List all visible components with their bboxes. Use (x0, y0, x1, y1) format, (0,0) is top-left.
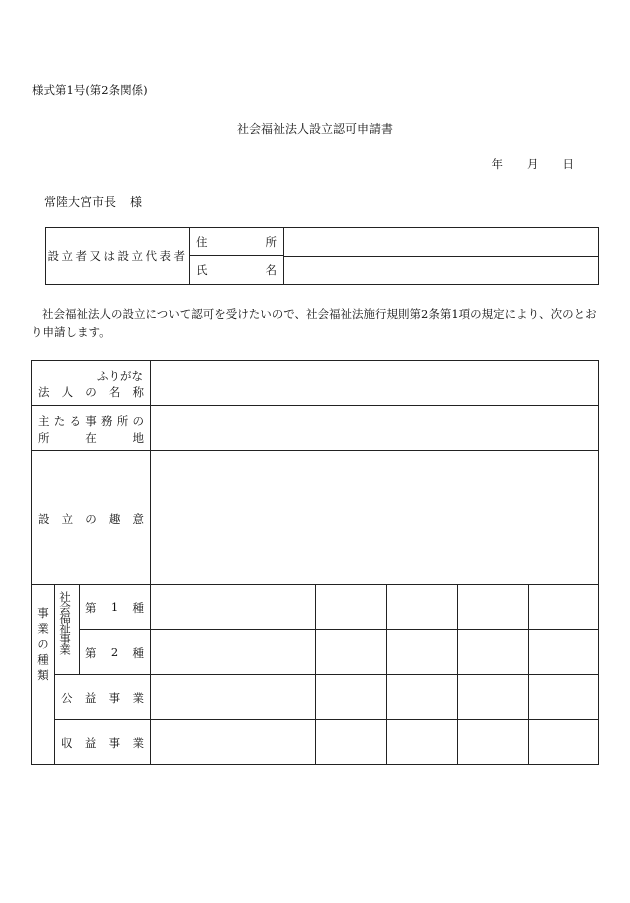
date-day: 日 (562, 157, 574, 171)
type2-label: 第 2 種 (85, 645, 144, 660)
office-label-line2: 所 在 地 (38, 431, 144, 445)
form-number: 様式第1号(第2条関係) (32, 83, 148, 97)
social-welfare-business-label: 社会福祉事業 (58, 591, 72, 654)
addressee-name: 常陸大宮市長 (44, 195, 117, 209)
public-interest-business-label: 公 益 事 業 (61, 691, 144, 705)
addressee-honorific: 様 (130, 195, 143, 209)
corporation-name-label: 法 人 の 名 称 (38, 385, 144, 399)
business-type-label: 事業の種類 (36, 607, 50, 685)
address-label: 住 所 (190, 228, 284, 256)
purpose-label: 設 立 の 趣 意 (38, 512, 144, 526)
profit-business-label: 収 益 事 業 (61, 736, 144, 750)
addressee (44, 193, 142, 210)
application-form-table (31, 360, 599, 765)
address-field[interactable] (284, 228, 598, 257)
applicant-box (45, 227, 599, 285)
name-label: 氏 名 (190, 256, 284, 284)
applicant-label: 設立者又は設立代表者 (46, 228, 190, 284)
date-month: 月 (527, 157, 539, 171)
request-paragraph: 社会福祉法人の設立について認可を受けたいので、社会福祉法施行規則第2条第1項の規定により、次のとおり申請します。 (31, 307, 597, 339)
furigana-label: ふりがな (97, 369, 143, 383)
date-year: 年 (491, 157, 503, 171)
date-line (492, 156, 575, 172)
type1-label: 第 1 種 (85, 600, 144, 615)
document-title: 社会福祉法人設立認可申請書 (236, 122, 393, 136)
office-label-line1: 主 た る 事 務 所 の (38, 414, 144, 428)
name-field[interactable] (284, 256, 598, 284)
